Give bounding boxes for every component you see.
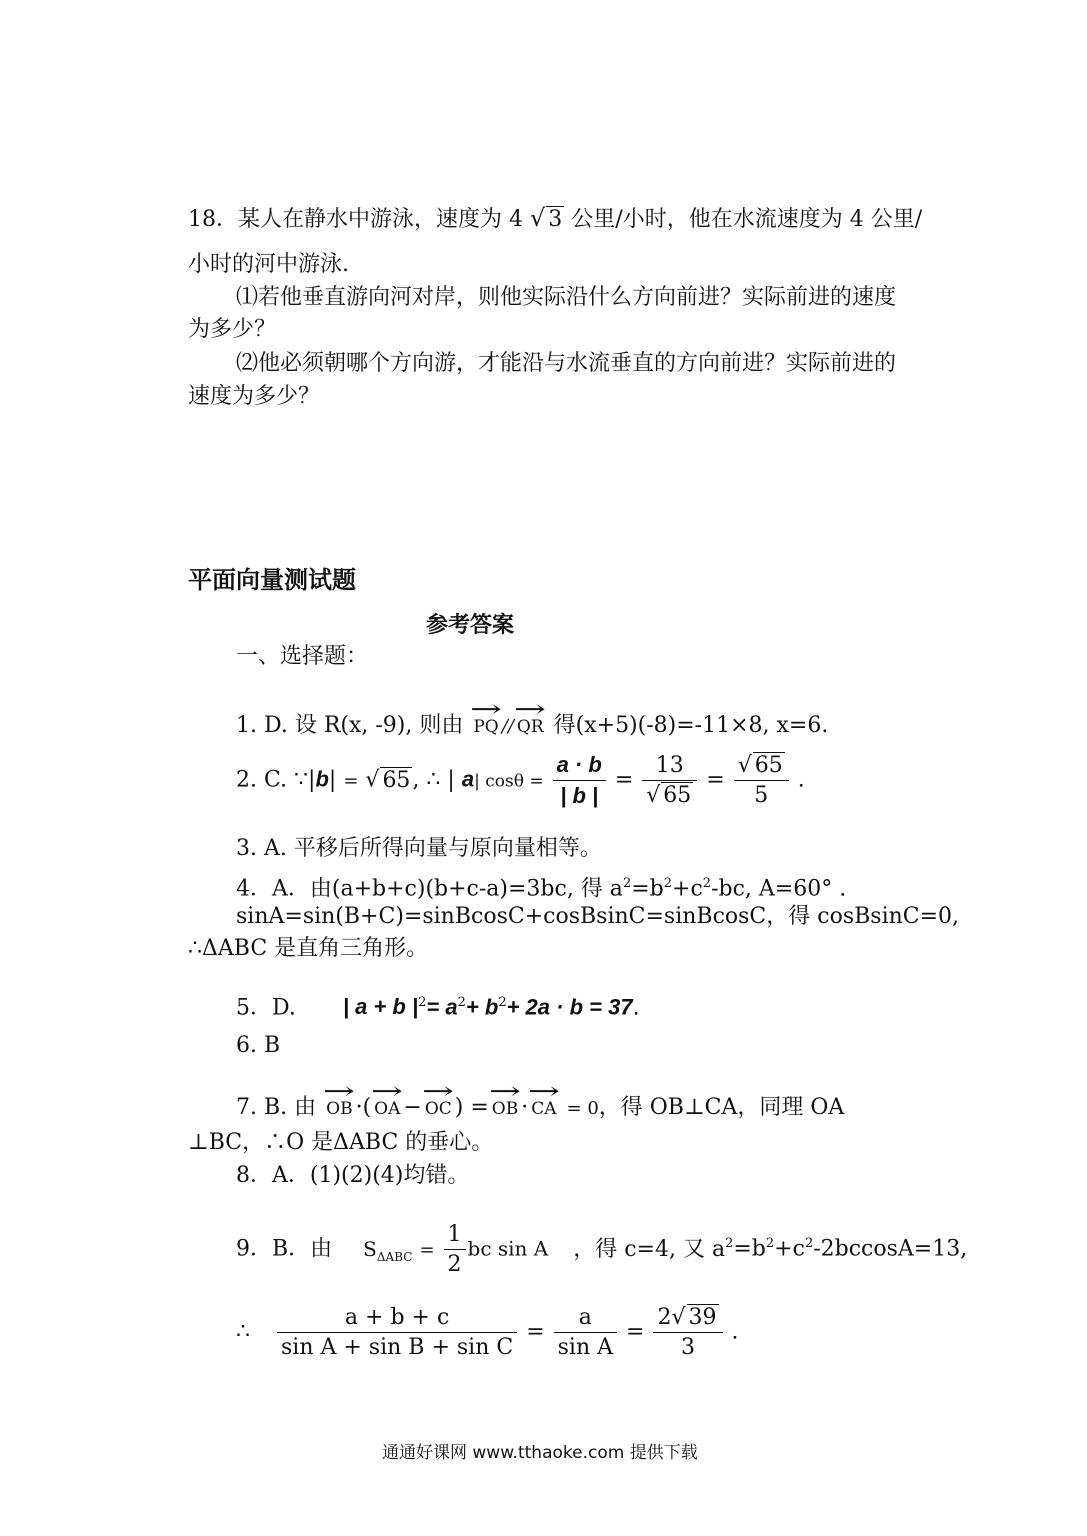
problem18-q2-line2: 速度为多少？ — [188, 384, 321, 409]
vector-label: → OB — [326, 1082, 352, 1124]
fraction: $\frac{a + b + c}{\text{sin A + sin B + sin C}}$ — [277, 1305, 517, 1360]
text: 公里/小时，他在水流速度为 4 公里/ — [571, 207, 923, 232]
answer-9-result: ∴ $\frac{a + b + c}{\text{sin A + sin B + sin C}}$ = $\frac{a}{\text{sin A}}$ = $\frac{2√ 39}{3}$ . — [236, 1305, 739, 1360]
problem18-line2: 小时的河中游泳. — [188, 252, 349, 277]
equals: = — [343, 770, 359, 792]
answer-7-line2: ⊥BC，∴O 是ΔABC 的垂心。 — [188, 1130, 494, 1155]
text: 2. C. ∵| — [236, 767, 316, 793]
text: , ∴ | — [412, 767, 455, 793]
answer-9: 9．B．由 $S_{\Delta ABC}$ = $\frac{1}{2}$ bc sin A ，得 c=4, 又 $a^2=b^2+c^2-2bccosA=13$, — [236, 1222, 968, 1277]
fraction: $\frac{a}{\text{sin A}}$ — [554, 1305, 617, 1360]
sqrt-value: 65 — [382, 767, 411, 793]
vector-label: → OB — [492, 1082, 518, 1124]
section-heading: 一、选择题： — [236, 644, 369, 669]
answer-5: 5．D. | a + b $|^2= a^2+ b^2+ 2a \cdot b = 37$. — [236, 994, 640, 1021]
sqrt-value: 3 — [548, 207, 563, 232]
vector-label: → OC — [425, 1082, 452, 1124]
vector-label: → QR — [517, 700, 544, 742]
text: 18．某人在静水中游泳，速度为 4 — [188, 207, 523, 232]
problem18-q2-line1: ⑵他必须朝哪个方向游，才能沿与水流垂直的方向前进？实际前进的 — [236, 351, 897, 376]
text: . — [797, 767, 805, 793]
fraction: $\frac{a \cdot b}{| b |}$ — [553, 752, 606, 809]
answer-6: 6. B — [236, 1033, 281, 1058]
problem18-line1: 18．某人在静水中游泳，速度为 4 √ 3 公里/小时，他在水流速度为 4 公里/ — [188, 204, 923, 232]
answer-4-line2: sinA=sin(B+C)=sinBcosC+cosBsinC=sinBcosC，得 cosBsinC=0, — [236, 904, 960, 929]
equals: = — [614, 767, 634, 793]
page-footer: 通通好课网 www.tthaoke.com 提供下载 — [382, 1443, 698, 1463]
fraction: $\frac{2√ 39}{3}$ — [653, 1305, 722, 1360]
vector-label: → OA — [374, 1082, 400, 1124]
vector-b: b — [315, 766, 329, 792]
problem18-q1-line2: 为多少？ — [188, 317, 277, 342]
vector-label: → CA — [531, 1082, 556, 1124]
vector-a: a — [461, 766, 475, 792]
answer-7-line1: 7. B. 由 → OB ·(→ OA −→ OC ) =→ OB ·→ CA = 0，得 OB⊥CA，同理 OA — [236, 1082, 844, 1124]
answer-3: 3. A. 平移后所得向量与原向量相等。 — [236, 836, 602, 861]
text: 得(x+5)(-8)=-11×8, x=6. — [553, 713, 829, 738]
fraction: $\frac{1}{2}$ — [444, 1222, 466, 1277]
equals: = — [706, 767, 725, 793]
text: 1. D. 设 R(x, -9), 则由 — [236, 713, 464, 738]
answer-1 — [236, 700, 828, 742]
fraction: $\frac{13}{√ 65}$ — [642, 753, 697, 808]
fraction: $\frac{√ 65}{5}$ — [734, 753, 789, 808]
text: | cosθ = — [474, 771, 544, 792]
page-subtitle: 参考答案 — [426, 613, 515, 638]
parallel-sign: // — [501, 716, 514, 737]
vector-label: → PQ — [473, 700, 498, 742]
page-title: 平面向量测试题 — [188, 566, 356, 594]
answer-4-line3: ∴ΔABC 是直角三角形。 — [188, 936, 429, 961]
problem18-q1-line1: ⑴若他垂直游向河对岸，则他实际沿什么方向前进？实际前进的速度 — [236, 285, 897, 310]
answer-4-line1: 4．A．由(a+b+c)(b+c-a)=3bc, 得 $a^2=b^2+c^2-bc$, A=60° . — [236, 876, 847, 902]
answer-2: 2. C. ∵|b| = √ 65, ∴ | a| cosθ = $\frac{a \cdot b}{| b |}$ = $\frac{13}{√ 65}$ = $\frac{√ 65}{5}$ . — [236, 752, 805, 808]
answer-8: 8．A．(1)(2)(4)均错。 — [236, 1163, 470, 1188]
text: | — [328, 767, 337, 793]
